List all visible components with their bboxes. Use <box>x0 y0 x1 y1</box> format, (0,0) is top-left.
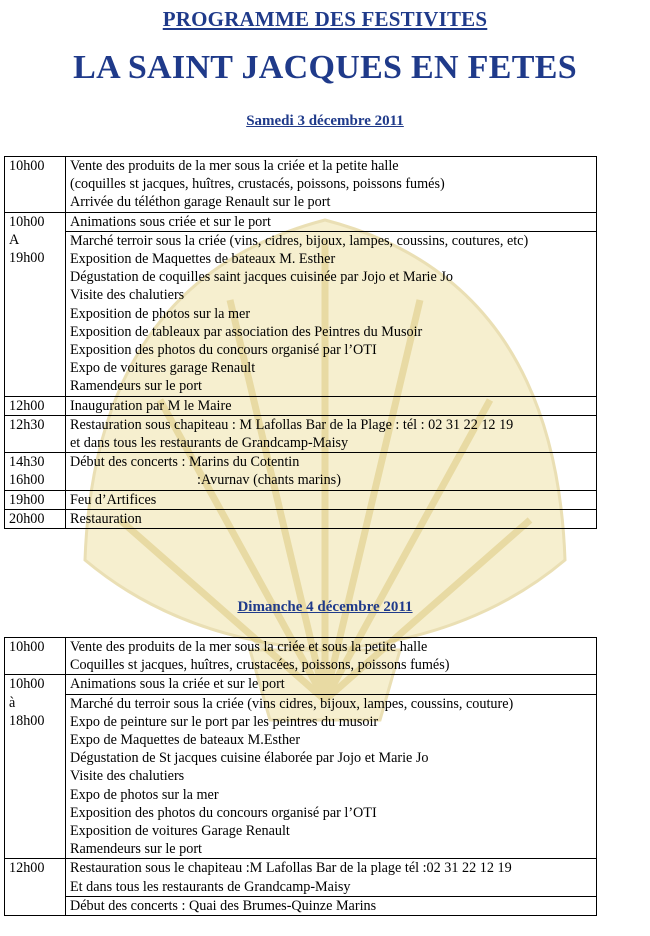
table-row <box>5 157 597 213</box>
time-cell: 12h30 <box>5 415 66 452</box>
activity-cell: Restauration sous le chapiteau :M Lafollas Bar de la plage tél :02 31 22 12 19 Et dans tous les restaurants de Grandcamp-Maisy <box>66 859 597 896</box>
table-row <box>5 490 597 509</box>
table-row <box>5 453 597 490</box>
activity-cell: Animations sous la criée et sur le port <box>66 675 597 694</box>
time-cell: 20h00 <box>5 509 66 528</box>
time-cell: 12h00 <box>5 396 66 415</box>
activity-cell: Marché terroir sous la criée (vins, cidres, bijoux, lampes, coussins, coutures, etc) Exposition de Maquettes de bateaux M. Esther Dégustation de coquilles saint jacques cuisinée par Jojo et Marie Jo Visite des chalutiers Exposition de photos sur la mer Exposition de tableaux par association des Peintres du Musoir Exposition des photos du concours organisé par l’OTI Expo de voitures garage Renault Ramendeurs sur le port <box>66 231 597 396</box>
table-row <box>5 212 597 231</box>
time-cell: 10h00 <box>5 638 66 675</box>
table-row <box>5 415 597 452</box>
time-cell: 12h00 <box>5 859 66 916</box>
table-row <box>5 396 597 415</box>
table-row <box>5 896 597 915</box>
time-cell: 10h00 <box>5 157 66 213</box>
day-heading-saturday: Samedi 3 décembre 2011 <box>246 113 404 129</box>
table-row <box>5 638 597 675</box>
activity-cell: Début des concerts : Marins du Cotentin :Avurnav (chants marins) <box>66 453 597 490</box>
time-cell: 14h30 16h00 <box>5 453 66 490</box>
activity-cell: Animations sous criée et sur le port <box>66 212 597 231</box>
time-cell: 10h00 à 18h00 <box>5 675 66 859</box>
activity-cell: Restauration <box>66 509 597 528</box>
activity-cell: Inauguration par M le Maire <box>66 396 597 415</box>
program-title: LA SAINT JACQUES EN FETES <box>73 49 577 86</box>
time-cell: 10h00 A 19h00 <box>5 212 66 396</box>
table-row <box>5 694 597 859</box>
table-row <box>5 675 597 694</box>
activity-cell: Restauration sous chapiteau : M Lafollas Bar de la Plage : tél : 02 31 22 12 19 et dans tous les restaurants de Grandcamp-Maisy <box>66 415 597 452</box>
day-heading-sunday: Dimanche 4 décembre 2011 <box>237 599 413 615</box>
program-supertitle: PROGRAMME DES FESTIVITES <box>162 7 488 31</box>
activity-cell: Début des concerts : Quai des Brumes-Quinze Marins <box>66 896 597 915</box>
sunday-schedule-table <box>4 637 597 916</box>
table-row <box>5 231 597 396</box>
activity-cell: Vente des produits de la mer sous la criée et la petite halle (coquilles st jacques, huîtres, crustacés, poissons, poissons fumés) Arrivée du téléthon garage Renault sur le port <box>66 157 597 213</box>
table-row <box>5 509 597 528</box>
activity-cell: Marché du terroir sous la criée (vins cidres, bijoux, lampes, coussins, couture) Expo de peinture sur le port par les peintres du musoir Expo de Maquettes de bateaux M.Esther Dégustation de St jacques cuisine élaborée par Jojo et Marie Jo Visite des chalutiers Expo de photos sur la mer Exposition des photos du concours organisé par l’OTI Exposition de voitures Garage Renault Ramendeurs sur le port <box>66 694 597 859</box>
activity-cell: Feu d’Artifices <box>66 490 597 509</box>
table-row <box>5 859 597 896</box>
activity-cell: Vente des produits de la mer sous la criée et sous la petite halle Coquilles st jacques, huîtres, crustacées, poissons, poissons fumés) <box>66 638 597 675</box>
saturday-schedule-table <box>4 156 597 529</box>
time-cell: 19h00 <box>5 490 66 509</box>
